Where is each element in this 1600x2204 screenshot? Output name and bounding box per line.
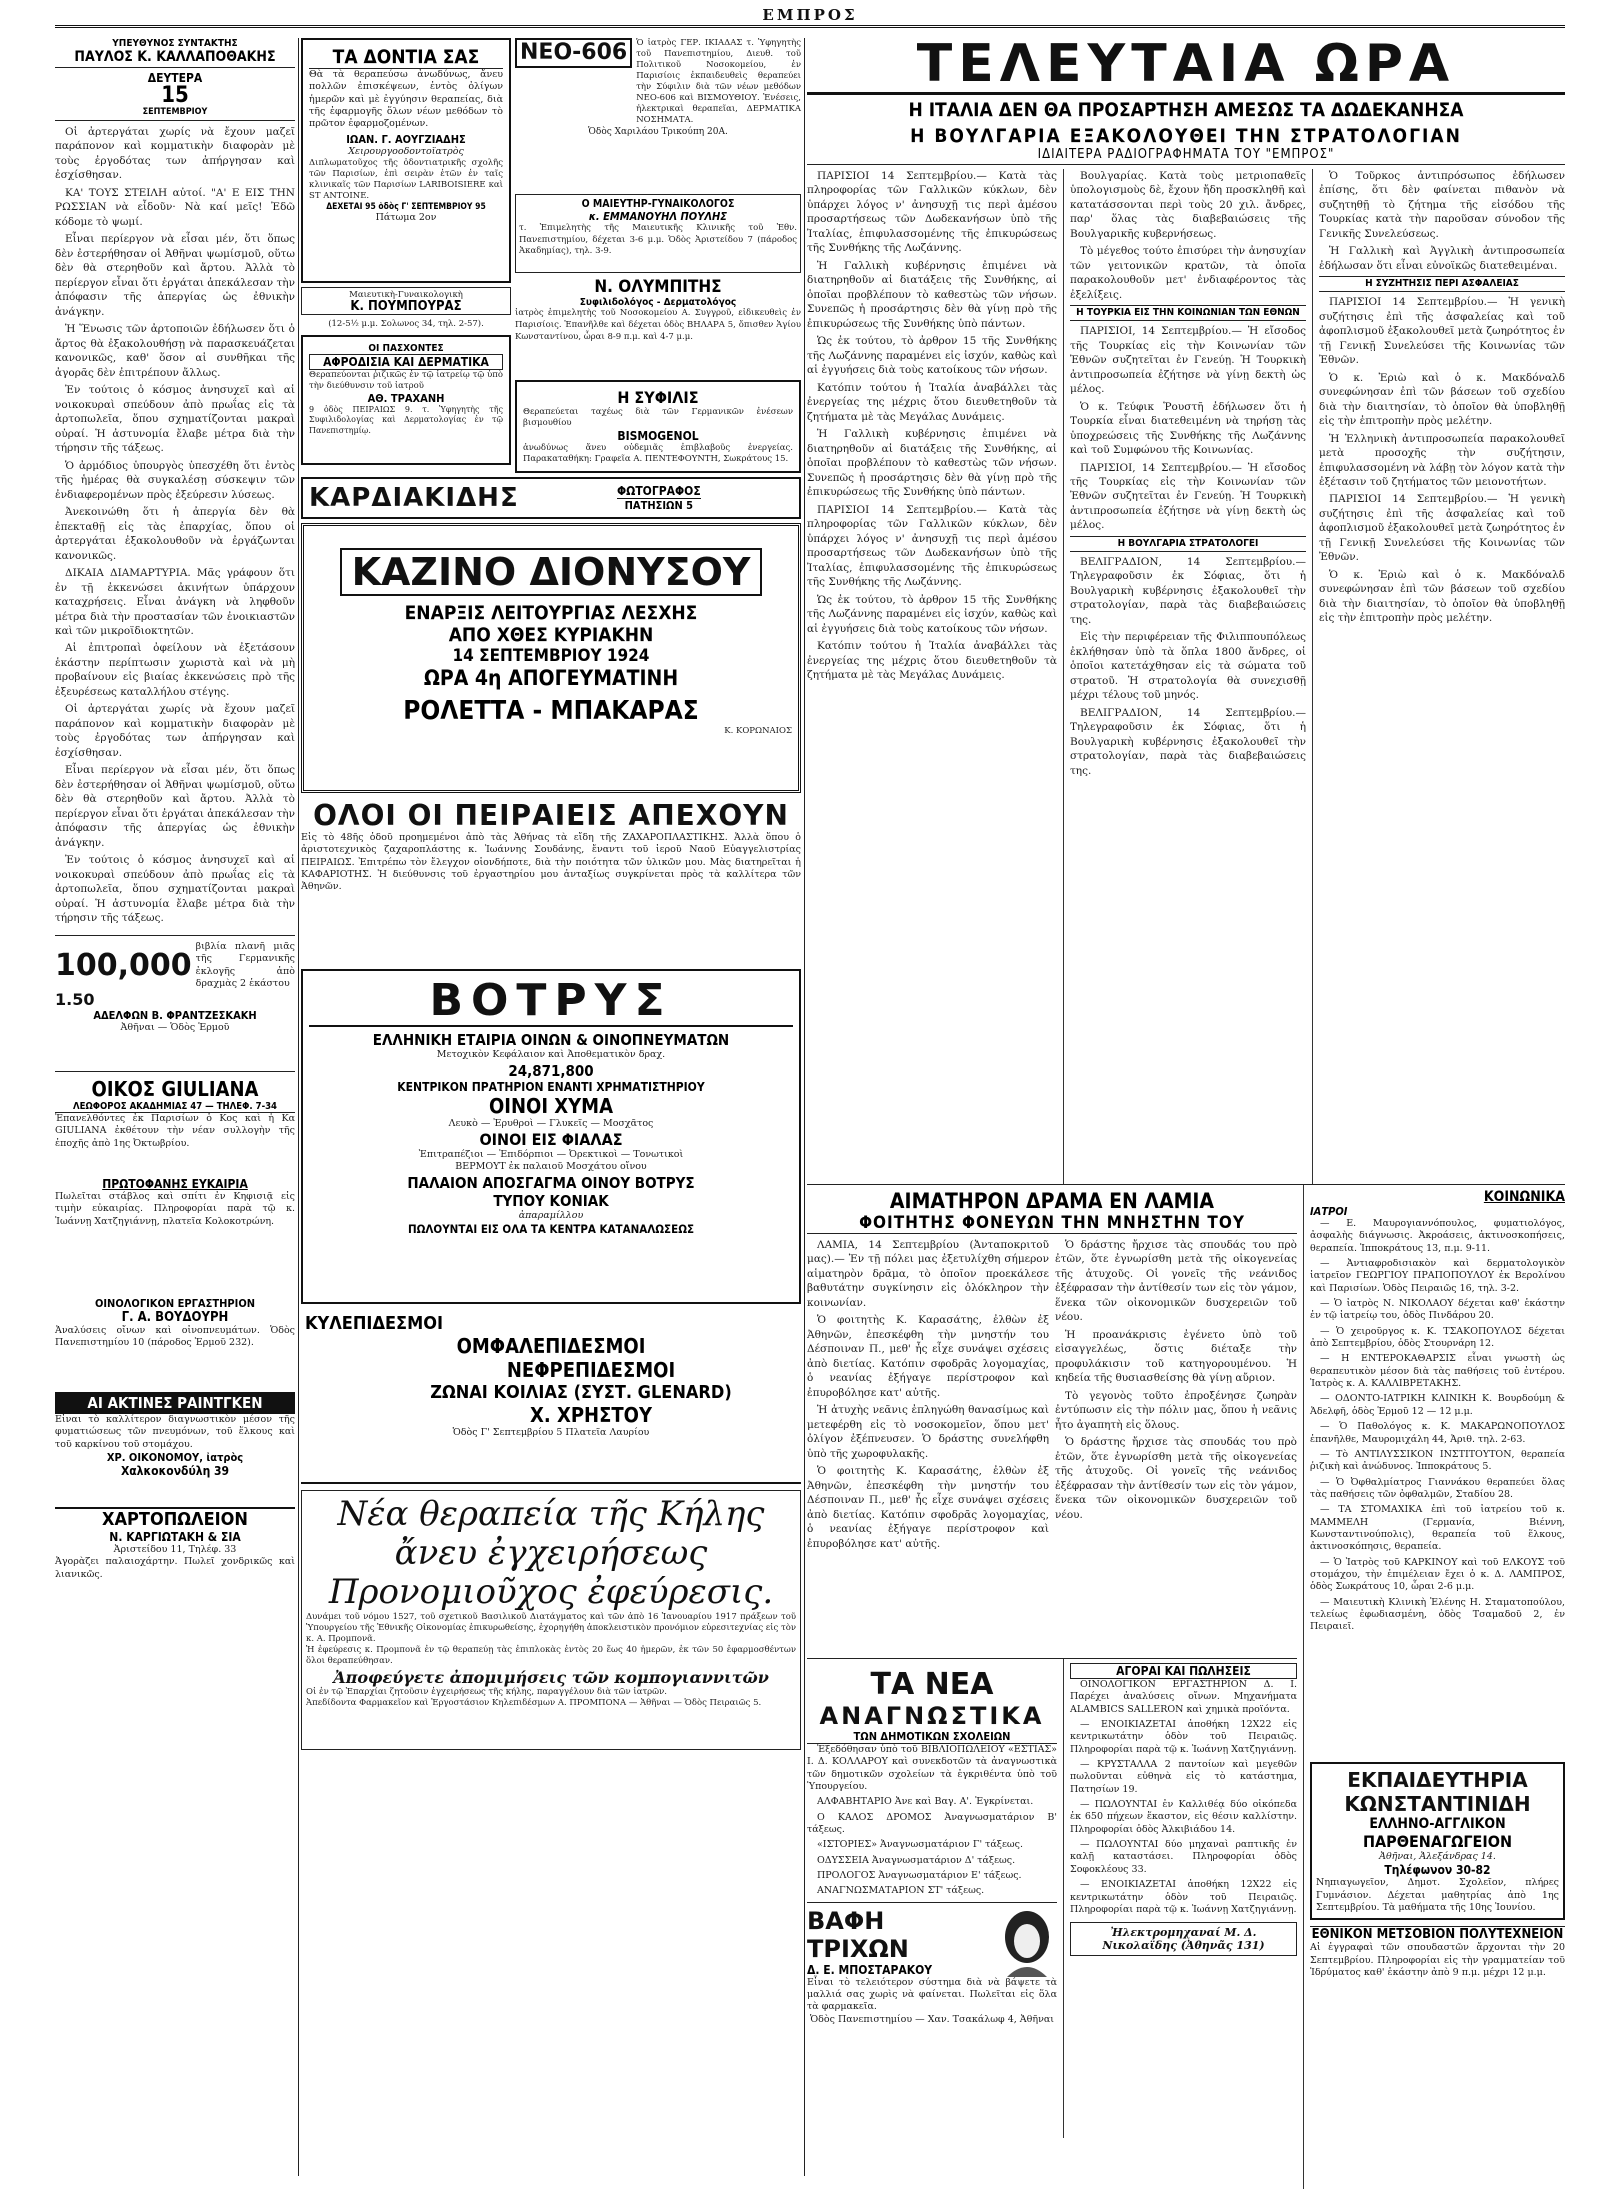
news-italy [807,169,1057,1184]
paragraph: Ὁ δράστης ἤρχισε τὰς σπουδάς του πρὸ ἐτῶν, ὅτε ἐγνωρίσθη μετὰ τῆς οἰκογενείας τῆς ἀτυχοῦς. Οἱ γονεῖς τῆς νεάνιδος ἐξέφρασαν τὴν ἀντίθεσίν των εἰς τὸν γάμον, ἕνεκα τῶν οἰκονομικῶν δυσχερειῶν τοῦ νέου. [1055,1239,1297,1324]
paragraph: ΔΙΚΑΙΑ ΔΙΑΜΑΡΤΥΡΙΑ. Μᾶς γράφουν ὅτι ἐν τῇ ἐκκενώσει ἀκινήτων ὑπάρχουν καταχρήσεις. Εἶναι ἀνάγκη νὰ ληφθοῦν μέτρα διὰ τὴν προστασίαν τῶν ἐνοικιαστῶν καὶ τῶν μικροϊδιοκτητῶν. [55,567,295,637]
paragraph: ΑΛΦΑΒΗΤΑΡΙΟ Ἀνε καὶ Βαγ. Α'. Ἐγκρίνεται. [817,1796,1034,1808]
hernia-line2: ἄνευ ἐγχειρήσεως [394,1533,708,1574]
paragraph: Ὁ ἀρμόδιος ὑπουργὸς ὑπεσχέθη ὅτι ἐντὸς τῆς ἡμέρας θὰ συγκαλέσῃ σύσκεψιν τῶν ἐνδιαφερομένων πρὸς ἐξεύρεσιν λύσεως. [55,459,295,501]
casino-line1: ΕΝΑΡΞΙΣ ΛΕΙΤΟΥΡΓΙΑΣ ΛΕΣΧΗΣ [404,602,698,624]
paragraph: Βουλγαρίας. Κατὰ τοὺς μετριοπαθεῖς ὑπολογισμοὺς δὲ, ἔχουν ἤδη προσκληθῆ καὶ κατατάσσονται περὶ τοὺς 20 χιλ. ἄνδρες, παρ' ὅλας τὰς διαβεβαιώσεις τῆς Βουλγαρικῆς κυβερνήσεως. [1070,170,1306,240]
column-middle [301,38,801,2176]
paragraph: Εἶναι περίεργον νὰ εἶσαι μέν, ὅτι ὅπως δὲν ἐστερήθησαν οἱ Ἀθῆναι ψωμίσμοῦ, οὕτω δὲν θὰ στερηθοῦν καὶ ἄρτου. Ἀλλὰ τὸ περίεργον εἶναι ὅτι ἐργάται ἀπεκάλεσαν τὴν ἀπόφασιν τῆς ἀπεργίας ὡς ἐθνικὴν ἀνάγκην. [55,764,295,849]
opportunity-text: Πωλεῖται στάβλος καὶ σπίτι ἐν Κηφισιᾷ εἰς τιμὴν εὐκαιρίας. Πληροφορίαι παρὰ τῷ κ. Ἰωάννῃ Χατζηγιάννῃ, πλατεῖα Κολοκοτρώνη. [55,1191,295,1227]
paragraph: Ἡ Γαλλικὴ κυβέρνησις ἐπιμένει νὰ διατηρηθοῦν αἱ διατάξεις τῆς Συνθήκης, αἱ ὁποῖαι προβλέπουν τὸ καθεστὼς τῶν νήσων. Συνεπῶς ἡ προσάρτησις δὲν θὰ γίνῃ πρὸ τῆς ἐπικυρώσεως τῆς Συνθήκης ὑπὸ πάντων. [807,428,1057,499]
paper-shop-address: Ἀριστείδου 11, Τηλέφ. 33 [113,1544,237,1555]
readers-subtitle: ΤΩΝ ΔΗΜΟΤΙΚΩΝ ΣΧΟΛΕΙΩΝ [807,1730,1057,1744]
giuliana-title: ΟΙΚΟΣ GIULIANA [91,1077,259,1101]
paragraph: — ΟΔΟΝΤΟ-ΙΑΤΡΙΚΗ ΚΛΙΝΙΚΗ Κ. Βουρδούμη & Ἀδελφῆ, ὁδὸς Ἑρμοῦ 12 — 12 μ.μ. [1310,1393,1565,1417]
ad-casino [301,523,801,793]
casino-signature: Κ. ΚΟΡΩΝΑΙΟΣ [724,726,792,736]
poumpouras-label: Μαιευτικὴ-Γυναικολογικὴ [349,290,463,300]
bottom-right [1310,1185,1565,2189]
obstetrician-text: τ. Ἐπιμελητὴς τῆς Μαιευτικῆς Κλινικῆς τοῦ Ἐθν. Πανεπιστημίου, δέχεται 3-6 μ.μ. Ὁδὸς Ἀριστείδου 7 (πάροδος Ἀκαδημίας), τηλ. 3-9. [519,222,797,257]
paragraph: Ὁ κ. Ἐριὼ καὶ ὁ κ. Μακδόναλδ συνεφώνησαν ἐπὶ τῶν βάσεων τοῦ σχεδίου διὰ τὴν διαιτησίαν, τὸ ὁποῖον θὰ ὑποβληθῇ εἰς τὴν ἐπιτροπὴν πρὸς μελέτην. [1319,568,1565,625]
paragraph: Ἀνεκοινώθη ὅτι ἡ ἀπεργία δὲν θὰ ἐπεκταθῇ εἰς τὰς ἐπαρχίας, ὅπου οἱ ἀρτεργάται ἐξακολουθοῦν νὰ ἐργάζωνται κανονικῶς. [55,506,295,562]
editor-name: ΠΑΥΛΟΣ Κ. ΚΑΛΛΑΠΟΘΑΚΗΣ [55,49,295,68]
syphilis-title: Η ΣΥΦΙΛΙΣ [617,387,699,407]
votrys-capital: Μετοχικὸν Κεφάλαιον καὶ Ἀποθεματικὸν δραχ. [436,1049,666,1061]
paragraph: Ἐν τούτοις ὁ κόσμος ἀνησυχεῖ καὶ αἱ νοικοκυραὶ σπεύδουν ἀπὸ πρωΐας εἰς τὰ ἀρτοπωλεῖα, ὅπου σχηματίζονται μακραὶ οὐραί. Ἡ ἀστυνομία ἔλαβε μέτρα διὰ τὴν τήρησιν τῆς τάξεως. [55,854,295,925]
ad-opportunity [55,1177,295,1297]
xray-doctor: ΧΡ. ΟΙΚΟΝΟΜΟΥ, ἰατρὸς [106,1451,244,1465]
paragraph: ΠΑΡΙΣΙΟΙ 14 Σεπτεμβρίου.— Ἡ γενικὴ συζήτησις ἐπὶ τῆς ἀσφαλείας καὶ τοῦ ἀφοπλισμοῦ ἐξακολουθεῖ μετὰ ζωηρότητος ἐν τῇ Γενικῇ Συνελεύσει τῆς Κοινωνίας τῶν Ἐθνῶν. [1319,296,1565,367]
section-title: ΤΕΛΕΥΤΑΙΑ ΩΡΑ [807,38,1565,95]
ad-wine-lab [55,1297,295,1392]
ad-readers [807,1659,1057,2138]
xray-text: Εἶναι τὸ καλλίτερον διαγνωστικὸν μέσον τῆς φυματιώσεως τῶν πνευμόνων, τοῦ ἕλκους καὶ τοῦ καρκίνου τοῦ στομάχου. [55,1414,295,1450]
paragraph: Οἱ ἀρτεργάται χωρίς νὰ ἔχουν μαζεῖ παράπονον καὶ κομματικὴν διαφορὰν μὲ τοὺς ἐργοδότας των ἀπήργησαν καὶ ἐσχίσθησαν. [55,703,295,759]
ad-belts [301,1309,801,1484]
hernia-text: Δυνάμει τοῦ νόμου 1527, τοῦ σχετικοῦ Βασιλικοῦ Διατάγματος καὶ τῶν ἀπὸ 16 Ἰανουαρίου 1917 πράξεων τοῦ Ὑπουργείου τῆς Ἐθνικῆς Οἰκονομίας ἐπικυρωθείσης, ἐχορηγήθη ἀποκλειστικὸν προνόμιον εὑρεσιτεχνίας εἰς τὸν κ. Α. Προμπονᾶ. [306,1612,796,1645]
paragraph: — Τὸ ΑΝΤΙΛΥΣΣΙΚΟΝ ΙΝΣΤΙΤΟΥΤΟΝ, θεραπεία ῥιζικὴ καὶ ἀνώδυνος. Ἰπποκράτους 5. [1310,1448,1565,1473]
poumpouras-address: (12-5½ μ.μ. Σολωνος 34, τηλ. 2-57). [328,319,484,329]
school-subtitle: ΕΛΛΗΝΟ-ΑΓΓΛΙΚΟΝ [1369,1816,1506,1832]
paper-shop-title: ΧΑΡΤΟΠΩΛΕΙΟΝ [102,1509,248,1530]
wine-lab-title: ΟΙΝΟΛΟΓΙΚΟΝ ΕΡΓΑΣΤΗΡΙΟΝ [94,1297,256,1310]
obstetrician-name: κ. ΕΜΜΑΝΟΥΗΛ ΠΟΥΛΗΣ [588,209,728,223]
venereal-address: 9 ὁδὸς ΠΕΙΡΑΙΩΣ 9. τ. Ὑφηγητὴς τῆς Συφιλιδολογίας καὶ Δερματολογίας ἐν τῷ Πανεπιστημίῳ. [309,404,503,435]
belts-address: Ὁδὸς Γ' Σεπτεμβρίου 5 Πλατεῖα Λαυρίου [452,1427,650,1438]
paragraph: Ὁ φοιτητὴς Κ. Καρασάτης, ἐλθὼν ἐξ Ἀθηνῶν, ἐπεσκέφθη τὴν μνηστήν του Δέσποιναν Π., μεθ' ἧς εἶχε συνάψει σχέσεις ἀπὸ διετίας. Κατόπιν σφοδρᾶς λογομαχίας, ὁ νεανίας ἐξήγαγε περίστροφον καὶ ἐπυροβόλησε κατ' αὐτῆς. [807,1314,1049,1399]
paragraph: — Ὁ Ὀφθαλμίατρος Γιαννάκου θεραπεύει ὅλας τὰς παθήσεις τῶν ὀφθαλμῶν, Σταδίου 28. [1310,1476,1565,1500]
headline-italy: Η ΙΤΑΛΙΑ ΔΕΝ ΘΑ ΠΡΟΣΑΡΤΗΣΗ ΑΜΕΣΩΣ ΤΑ ΔΩΔΕΚΑΝΗΣΑ [908,99,1464,121]
votrys-line4: ΟΙΝΟΙ ΕΙΣ ΦΙΑΛΑΣ [479,1130,623,1150]
paragraph: — ΠΩΛΟΥΝΤΑΙ δύο μηχαναὶ ραπτικῆς ἐν καλῇ καταστάσει. Πληροφορίαι ὁδὸς Σοφοκλέους 33. [1070,1839,1297,1875]
ad-giuliana [55,1077,295,1177]
teeth-cv: Διπλωματοῦχος τῆς ὀδοντιατρικῆς σχολῆς τῶν Παρισίων, ἐπὶ σειρὰν ἐτῶν ἐν ταῖς κλινικαῖς τῶν Παρισίων LARIBOISIERE καὶ ST ANTOINE. [309,158,503,202]
headline-bulgaria: Η ΒΟΥΛΓΑΡΙΑ ΕΞΑΚΟΛΟΥΘΕΙ ΤΗΝ ΣΤΡΑΤΟΛΟΓΙΑΝ [910,125,1462,147]
issue-day: ΔΕΥΤΕΡΑ [147,71,203,85]
paragraph: — Μαιευτικὴ Κλινικὴ Ἐλένης Η. Σταματοπούλου, τελείως ἐφωδιασμένη, ὁδὸς Τσαμαδοῦ 2, ἐν Πειραιεῖ. [1310,1596,1565,1633]
venereal-title2: ΑΦΡΟΔΙΣΙΑ ΚΑΙ ΔΕΡΜΑΤΙΚΑ [309,354,503,370]
paragraph: Ὡς ἐκ τούτου, τὸ ἀρθρον 15 τῆς Συνθήκης τῆς Λωζάννης παραμένει εἰς ἰσχύν, καθὼς καὶ αἱ ἐγγυήσεις διὰ τοὺς κατοίκους τῶν νήσων. [807,335,1057,377]
ad-neo606 [515,38,801,190]
xray-address: Χαλκοκονδύλη 39 [120,1464,230,1479]
ad-venereal [301,335,511,465]
votrys-amount: 24,871,800 [508,1061,594,1080]
paragraph: ΠΑΡΙΣΙΟΙ 14 Σεπτεμβρίου.— Κατὰ τὰς πληροφορίας τῶν Γαλλικῶν κύκλων, δὲν ὑπάρχει λόγος ν' ἀνησυχῇ τις περὶ ἀμέσου προσαρτήσεως τῶν Δωδεκανήσων ὑπὸ τῆς Ἰταλίας, ἐπιφυλασσομένης τῆς ἐπικυρώσεως τῆς Συνθήκης τῆς Λωζάννης. [807,170,1057,255]
column-rule [804,38,805,2176]
votrys-line3: Λευκὸ — Ἐρυθροὶ — Γλυκεῖς — Μοσχᾶτος [448,1117,654,1129]
paragraph: ΟΙΝΟΛΟΓΙΚΟΝ ΕΡΓΑΣΤΗΡΙΟΝ Δ. Ι. Παρέχει ἀναλύσεις οἴνων. Μηχανήματα ALAMBICS SALLERON καὶ χημικὰ προϊόντα. [1070,1679,1297,1715]
syphilis-text: Θεραπεύεται ταχέως διὰ τῶν Γερμανικῶν ἐνέσεων βισμουθίου [523,406,793,428]
woman-portrait-icon [997,1907,1057,1977]
paragraph: Ἡ Ἕνωσις τῶν ἀρτοποιῶν ἐδήλωσεν ὅτι ὁ ἄρτος θὰ ἐξακολουθήσῃ νὰ παρασκευάζεται κανονικῶς, καθ' ὅσον αἱ συνθῆκαι τῆς ἀγορᾶς δὲν ἐπιτρέπουν ἄλλως. [55,323,295,379]
issue-month: ΣΕΠΤΕΜΒΡΙΟΥ [55,107,295,121]
casino-line2: ΑΠΟ ΧΘΕΣ ΚΥΡΙΑΚΗΝ [448,624,654,646]
paragraph: Τὸ γεγονὸς τοῦτο ἐπροξένησε ζωηρὰν ἐντύπωσιν εἰς τὴν πόλιν μας, ὅπου ἡ νεᾶνις ἦτο ἀγαπητὴ εἰς ὅλους. [1055,1389,1297,1431]
votrys-line1: ΚΕΝΤΡΙΚΟΝ ΠΡΑΤΗΡΙΟΝ ΕΝΑΝΤΙ ΧΡΗΜΑΤΙΣΤΗΡΙΟΥ [397,1079,705,1094]
neo606-title: ΝΕΟ-606 [515,38,632,68]
opportunity-title: ΠΡΩΤΟΦΑΝΗΣ ΕΥΚΑΙΡΙΑ [102,1177,248,1191]
drama-text-left [807,1238,1049,1658]
issue-date-number: 15 [161,83,189,108]
paragraph: — ΚΡΥΣΤΑΛΛΑ 2 παντοίων καὶ μεγεθῶν πωλοῦνται εὐθηνὰ εἰς τὸ κατάστημα, Πατησίων 19. [1070,1759,1297,1795]
paragraph: Αἱ ἐπιτροπαὶ ὀφείλουν νὰ ἐξετάσουν ἑκάστην περίπτωσιν χωριστὰ καὶ νὰ μὴ προβαίνουν εἰς βιαίας ἐκκενώσεις πρὸ τῆς ἐξευρέσεως καταλλήλου στέγης. [55,642,295,698]
paragraph: ΟΔΥΣΣΕΙΑ Ἀναγνωσματάριον Δ' τάξεως. [817,1854,1016,1866]
teeth-floor: Πάτωμα 2ον [375,212,437,224]
belts-line1: ΚΥΛΕΠΙΔΕΣΜΟΙ [305,1313,444,1334]
paragraph: Ὁ Τοῦρκος ἀντιπρόσωπος ἐδήλωσεν ἐπίσης, ὅτι δὲν φαίνεται πιθανὸν νὰ συζητηθῇ τὸ ζήτημα τῆς εἰσόδου τῆς Τουρκίας κατὰ τὴν παροῦσαν σύνοδον τῆς Γενικῆς Συνελεύσεως. [1319,170,1565,240]
ad-books-text: βιβλία πλανῆ μιᾶς τῆς Γερμανικῆς ἐκλογῆς ἀπὸ δραχμὰς 2 ἑκάστου [195,941,295,990]
casino-line3: 14 ΣΕΠΤΕΜΒΡΙΟΥ 1924 [452,646,650,666]
ad-syphilis [515,380,801,473]
paragraph: Οἱ ἀρτεργάται χωρίς νὰ ἔχουν μαζεῖ παράπονον καὶ κομματικὴν διαφορὰν μὲ τοὺς ἐργοδότας των ἀπήργησαν καὶ ἐσχίσθησαν. [55,126,295,182]
paper-shop-name: Ν. ΚΑΡΓΙΩΤΑΚΗ & ΣΙΑ [109,1530,241,1544]
ad-books [55,941,295,1066]
paragraph: Ἡ ἀτυχὴς νεᾶνις ἐπληγώθη θανασίμως καὶ μετεφέρθη εἰς τὸ νοσοκομεῖον, ὅπου μετ' ὀλίγον ἐξέπνευσεν. Ὁ δράστης συνελήφθη ὑπὸ τῆς χωροφυλακῆς. [807,1404,1049,1460]
giuliana-address: ΛΕΩΦΟΡΟΣ ΑΚΑΔΗΜΙΑΣ 47 — ΤΗΛΕΦ. 7-34 [55,1101,295,1113]
votrys-title: ΒΟΤΡΥΣ [309,977,793,1027]
ad-votrys [301,969,801,1304]
school-name: ΚΩΝΣΤΑΝΤΙΝΙΔΗ [1344,1792,1531,1816]
olympitis-text: ἰατρὸς ἐπιμελητὴς τοῦ Νοσοκομείου Α. Συγγροῦ, εἰδικευθεὶς ἐν Παρισίοις. Ἐπανῆλθε καὶ δέχεται ὁδὸς ΒΗΛΑΡΑ 5, ὄπισθεν Ἁγίου Κωνσταντίνου, ὧραι 8-9 π.μ. καὶ 4-7 μ.μ. [515,308,801,342]
votrys-line5: Ἐπιτραπέζιοι — Ἐπιδόρπιοι — Ὀρεκτικοὶ — Τονωτικοὶ [418,1149,684,1161]
hernia-text2: Ἡ ἐφεύρεσις κ. Προμπονᾶ ἐν τῷ θεραπεύῃ τὰς ἐπιπλοκὰς ἐντὸς 20 ἕως 40 ἡμερῶν, ἐκ τῶν 50 ἐφαρμοσθέντων ὅλοι θεραπεύθησαν. [306,1645,796,1667]
paragraph: — Ὁ χειροῦργος κ. Κ. ΤΣΑΚΟΠΟΥΛΟΣ δέχεται ἀπὸ Σεπτεμβρίου, ὁδὸς Στουρνάρη 12. [1310,1325,1565,1350]
ad-poumpouras [301,287,511,315]
photographer-name: ΚΑΡΔΙΑΚΙΔΗΣ [309,483,519,513]
school-subtitle2: ΠΑΡΘΕΝΑΓΩΓΕΙΟΝ [1362,1832,1513,1851]
ad-teeth [301,38,511,283]
patisserie-text: Εἰς τὸ 48ῆς ὁδοῦ προημεμένοι ἀπὸ τὰς Ἀθήνας τὰ εἴδη τῆς ΖΑΧΑΡΟΠΛΑΣΤΙΚΗΣ. Ἀλλὰ ὅπου ὁ ἀριστοτεχνικὸς ζαχαροπλάστης κ. Ἰωάννης Σουδάνης, ἔναντι τοῦ ἱεροῦ Ναοῦ Εὐαγγελιστρίας ΠΕΙΡΑΙΩΣ. Ἐπιτρέπω τὸν ἔλεγχον οἱονδήποτε, διὰ τὴν ποιότητα τῶν ὑλικῶν μου. Μὰς διατηρεῖται ἡ ΚΑΦΑΡΙΟΤΗΣ. Ἡ διεύθυνσις τοῦ ἐργαστηρίου μου ἀνταξίως συγκρίνεται πρὸς τὰ καλλίτερα τῶν Ἀθηνῶν. [301,832,801,893]
paragraph: ΒΕΛΙΓΡΑΔΙΟΝ, 14 Σεπτεμβρίου.— Τηλεγραφοῦσιν ἐκ Σόφιας, ὅτι ἡ Βουλγαρικὴ κυβέρνησις ἐξακολουθεῖ τὴν στρατολογίαν, παρὰ τὰς διαβεβαιώσεις της. [1070,706,1306,777]
news-bottom [807,1184,1565,2189]
school-title: ΕΚΠΑΙΔΕΥΤΗΡΙΑ [1347,1768,1528,1792]
readers-list [807,1744,1057,1898]
ad-olympitis [515,277,801,376]
paragraph: Ἡ Ἑλληνικὴ ἀντιπροσωπεία παρακολουθεῖ μετὰ προσοχῆς τὴν συζήτησιν, ἐπιφυλασσομένη νὰ λάβῃ τὸν λόγον κατὰ τὴν ἐξέτασιν τοῦ ζητήματος τῶν μειονοτήτων. [1319,432,1565,488]
ad-school [1310,1762,1565,1920]
paragraph: — ΠΩΛΟΥΝΤΑΙ ἐν Καλλιθέᾳ δύο οἰκόπεδα ἐκ 650 πήχεων ἕκαστον, εἰς θέσιν καλλίστην. Πληροφορίαι ὁδὸς Ἀλκιβιάδου 14. [1070,1799,1297,1835]
olympitis-specialty: Συφιλιδολόγος - Δερματολόγος [579,297,737,309]
news-top [807,169,1565,1184]
paragraph: Ἡ Γαλλικὴ καὶ Ἀγγλικὴ ἀντιπροσωπεία ἐδήλωσαν ὅτι εἶναι εὐνοϊκῶς διατεθειμέναι. [1319,245,1565,272]
bottom-left [807,1185,1297,2189]
venereal-title1: ΟΙ ΠΑΣΧΟΝΤΕΣ [368,342,444,354]
social-heading: ΚΟΙΝΩΝΙΚΑ [1483,1189,1565,1205]
paragraph: «ΙΣΤΟΡΙΕΣ» Ἀναγνωσματάριον Γ' τάξεως. [817,1839,1023,1851]
column-right [807,34,1565,2176]
hernia-text3: Οἱ ἐν τῷ Ἐπαρχίαι ζητοῦσιν ἐγχειρήσεως τῆς κήλης, παραγγέλουν διὰ τῶν ἰατρῶν. [306,1686,667,1697]
paragraph: — ΕΝΟΙΚΙΑΖΕΤΑΙ ἀποθήκη 12Χ22 εἰς κεντρικωτάτην ὁδὸν τοῦ Πειραιῶς. Πληροφορίαι παρὰ τῷ κ. Ἰωάννῃ Χατζηγιάννῃ. [1070,1719,1297,1755]
venereal-doctor: ΑΘ. ΤΡΑΧΑΝΗ [367,391,445,405]
poumpouras-name: Κ. ΠΟΥΜΠΟΥΡΑΣ [350,298,462,314]
ad-xray [55,1392,295,1507]
electromechanics-box: Ἠλεκτρομηχαναί Μ. Δ. Νικολαΐδης (Ἀθηνᾶς 131) [1070,1922,1297,1956]
doctors-list [1310,1218,1565,1758]
paragraph: Εἰς τὴν περιφέρειαν τῆς Φιλιππουπόλεως ἐκλήθησαν ὑπὸ τὰ ὅπλα 1800 ἄνδρες, οἱ ὁποῖοι κατετάχθησαν εἰς τὰ σώματα τοῦ στρατοῦ. Ἡ στρατολογία θὰ συνεχισθῇ μέχρι τέλους τοῦ μηνός. [1070,631,1306,702]
paragraph: ΠΑΡΙΣΙΟΙ, 14 Σεπτεμβρίου.— Ἡ εἴσοδος τῆς Τουρκίας εἰς τὴν Κοινωνίαν τῶν Ἐθνῶν συζητεῖται ἐν Γενεύῃ. Ἡ Τουρκικὴ ἀντιπροσωπεία ἐζήτησε νὰ γίνῃ δεκτὴ ὡς μέλος. [1070,325,1306,396]
paragraph: — Ὁ ἰατρὸς Ν. ΝΙΚΟΛΑΟΥ δέχεται καθ' ἑκάστην ἐν τῷ ἰατρείῳ του, ὁδὸς Πινδάρου 20. [1310,1298,1565,1322]
ad-books-price: 1.50 [55,990,95,1010]
belts-line4: ΖΩΝΑΙ ΚΟΙΛΙΑΣ (ΣΥΣΤ. GLENARD) [430,1382,732,1403]
votrys-subtitle: ΕΛΛΗΝΙΚΗ ΕΤΑΙΡΙΑ ΟΙΝΩΝ & ΟΙΝΟΠΝΕΥΜΑΤΩΝ [372,1031,730,1050]
paragraph: ΠΑΡΙΣΙΟΙ, 14 Σεπτεμβρίου.— Ἡ εἴσοδος τῆς Τουρκίας εἰς τὴν Κοινωνίαν τῶν Ἐθνῶν συζητεῖται ἐν Γενεύῃ. Ἡ Τουρκικὴ ἀντιπροσωπεία ἐζήτησε νὰ γίνῃ δεκτὴ ὡς μέλος. [1070,461,1306,532]
teeth-address: ΔΕΧΕΤΑΙ 95 ὁδὸς Γ' ΣΕΠΤΕΜΒΡΙΟΥ 95 [326,202,486,213]
polytechnic-text: Αἱ ἐγγραφαὶ τῶν σπουδαστῶν ἄρχονται τὴν 20 Σεπτεμβρίου. Πληροφορίαι εἰς τὴν γραμματείαν τοῦ Ἱδρύματος καθ' ἑκάστην ἀπὸ 9 π.μ. μέχρι 12 μ.μ. [1310,1942,1565,1979]
newspaper-page [55,6,1565,2176]
paragraph: ΠΑΡΙΣΙΟΙ 14 Σεπτεμβρίου.— Κατὰ τὰς πληροφορίας τῶν Γαλλικῶν κύκλων, δὲν ὑπάρχει λόγος ν' ἀνησυχῇ τις περὶ ἀμέσου προσαρτήσεως τῶν Δωδεκανήσων ὑπὸ τῆς Ἰταλίας, ἐπιφυλασσομένης τῆς ἐπικυρώσεως τῆς Συνθήκης τῆς Λωζάννης. [807,503,1057,589]
ad-obstetrician [515,194,801,273]
article-bread-strike [55,125,295,930]
paragraph: Κατόπιν τούτου ἡ Ἰταλία ἀναβάλλει τὰς ἐνεργείας της μέχρις ὅτου διευθετηθοῦν τὰ ζητήματα μὲ τὰς Μεγάλας Δυνάμεις. [807,640,1057,681]
ad-paper-shop [55,1507,295,1581]
turkey-heading: Η ΤΟΥΡΚΙΑ ΕΙΣ ΤΗΝ ΚΟΙΝΩΝΙΑΝ ΤΩΝ ΕΘΝΩΝ [1070,305,1306,321]
casino-title: ΚΑΖΙΝΟ ΔΙΟΝΥΣΟΥ [340,548,763,596]
readers-title: ΤΑ ΝΕΑ [870,1667,994,1702]
drama-text-right [1055,1238,1297,1658]
paragraph: Ὁ δράστης ἤρχισε τὰς σπουδάς του πρὸ ἐτῶν, ὅτε ἐγνωρίσθη μετὰ τῆς οἰκογενείας τῆς ἀτυχοῦς. Οἱ γονεῖς τῆς νεάνιδος ἐξέφρασαν τὴν ἀντίθεσίν των εἰς τὸν γάμον, ἕνεκα τῶν οἰκονομικῶν δυσχερειῶν τοῦ νέου. [1055,1436,1297,1521]
hair-dye-title: ΒΑΦΗ ΤΡΙΧΩΝ [807,1906,909,1963]
ad-photographer [301,477,801,519]
news-security [1319,169,1565,1184]
sales-heading: ΑΓΟΡΑΙ ΚΑΙ ΠΩΛΗΣΕΙΣ [1070,1663,1297,1679]
ad-books-address: Ἀθῆναι — Ὁδὸς Ἑρμοῦ [120,1022,230,1034]
headline-radiograms: ΙΔΙΑΙΤΕΡΑ ΡΑΔΙΟΓΡΑΦΗΜΑΤΑ ΤΟΥ "ΕΜΠΡΟΣ" [807,147,1565,165]
hair-dye-address: Ὁδὸς Πανεπιστημίου — Χαν. Τσακάλωφ 4, Ἀθῆναι [810,2013,1054,2025]
teeth-doctor: ΙΩΑΝ. Γ. ΑΟΥΓΖΙΑΔΗΣ [346,132,466,146]
hair-dye-text: Εἶναι τὸ τελειότερον σύστημα διὰ νὰ βάψετε τὰ μαλλιά σας χωρὶς νὰ φαίνεται. Πωλεῖται εἰς ὅλα τὰ φαρμακεῖα. [807,1976,1057,2013]
paragraph: ΛΑΜΙΑ, 14 Σεπτεμβρίου (Ἀνταποκριτοῦ μας).— Ἐν τῇ πόλει μας ἐξετυλίχθη σήμερον αἱματηρὸν δρᾶμα, τὸ ὁποῖον προεκάλεσε βαθυτάτην συγκίνησιν εἰς ὁλόκληρον τὴν κοινωνίαν. [807,1239,1049,1309]
paragraph: Κατόπιν τούτου ἡ Ἰταλία ἀναβάλλει τὰς ἐνεργείας της μέχρις ὅτου διευθετηθοῦν τὰ ζητήματα μὲ τὰς Μεγάλας Δυνάμεις. [807,381,1057,423]
paper-shop-text: Ἀγορὰζει παλαιοχάρτην. Πωλεῖ χονδρικῶς καὶ λιανικῶς. [55,1556,295,1580]
editor-label: ΥΠΕΥΘΥΝΟΣ ΣΥΝΤΑΚΤΗΣ [112,38,238,49]
giuliana-text: Ἐπανελθόντες ἐκ Παρισίων ὁ Κος καὶ ἡ Κα GIULIANA ἐκθέτουν τὴν νέαν συλλογὴν τῆς ἐποχῆς ἀπὸ 1ης Ὀκτωβρίου. [55,1113,295,1149]
hernia-line3: Προνομιοῦχος ἐφεύρεσις. [328,1572,774,1613]
column-rule [298,38,299,2176]
paragraph: ΒΕΛΙΓΡΑΔΙΟΝ, 14 Σεπτεμβρίου.— Τηλεγραφοῦσιν ἐκ Σόφιας, ὅτι ἡ Βουλγαρικὴ κυβέρνησις ἐξακολουθεῖ τὴν στρατολογίαν, παρὰ τὰς διαβεβαιώσεις της. [1070,555,1306,626]
sales-list [1070,1679,1297,1916]
votrys-line9: ἀπαραμίλλου [518,1209,584,1221]
bulgaria-heading: Η ΒΟΥΛΓΑΡΙΑ ΣΤΡΑΤΟΛΟΓΕΙ [1070,536,1306,552]
xray-title: ΑΙ ΑΚΤΙΝΕΣ ΡΑΙΝΤΓΚΕΝ [55,1392,295,1414]
doctors-heading: ΙΑΤΡΟΙ [1310,1205,1348,1218]
ad-piraeus-patisserie [301,799,801,964]
venereal-text: Θεραπεύονται ῥιζικῶς ἐν τῷ ἰατρείῳ τῷ ὑπὸ τὴν διεύθυνσιν τοῦ ἰατροῦ [309,369,503,391]
drama-heading: ΑΙΜΑΤΗΡΟΝ ΔΡΑΜΑ ΕΝ ΛΑΜΙΑ [889,1189,1215,1213]
paragraph: Ὁ φοιτητὴς Κ. Καρασάτης, ἐλθὼν ἐξ Ἀθηνῶν, ἐπεσκέφθη τὴν μνηστήν του Δέσποιναν Π., μεθ' ἧς εἶχε συνάψει σχέσεις ἀπὸ διετίας. Κατόπιν σφοδρᾶς λογομαχίας, ὁ νεανίας ἐξήγαγε περίστροφον καὶ ἐπυροβόλησε κατ' αὐτῆς. [807,1465,1049,1550]
paragraph: Ὁ κ. Τεύφικ Ῥουστῆ ἐδήλωσεν ὅτι ἡ Τουρκία εἶναι διατεθειμένη νὰ τηρήσῃ τὰς ὑποχρεώσεις τῆς Συνθήκης τῆς Λωζάννης καὶ τοῦ Συμφώνου τῆς Κοινωνίας. [1070,400,1306,457]
belts-line3: ΝΕΦΡΕΠΙΔΕΣΜΟΙ [506,1358,676,1382]
casino-line5: ΡΟΛΕΤΤΑ - ΜΠΑΚΑΡΑΣ [403,696,699,726]
photographer-address: ΠΑΤΗΣΙΩΝ 5 [624,499,694,512]
paragraph: Ἡ προανάκρισις ἐγένετο ὑπὸ τοῦ εἰσαγγελέως, ὅστις διέταξε τὴν προφυλάκισιν τοῦ κατηγορουμένου. Ἡ κηδεία τῆς θυσιασθείσης θὰ γίνῃ αὔριον. [1055,1328,1297,1385]
votrys-line7: ΠΑΛΑΙΟΝ ΑΠΟΣΓΑΓΜΑ ΟΙΝΟΥ ΒΟΤΡΥΣ [407,1173,695,1192]
sales-section [1070,1659,1297,2138]
paragraph: Ο ΚΑΛΟΣ ΔΡΟΜΟΣ Ἀναγνωσματάριον Β' τάξεως. [807,1811,1057,1836]
teeth-title: ΤΑ ΔΟΝΤΙΑ ΣΑΣ [309,46,503,69]
paragraph: — ΤΑ ΣΤΟΜΑΧΙΚΑ ἐπὶ τοῦ ἰατρείου τοῦ κ. ΜΑΜΜΕΛΗ (Γερμανία, Βιέννη, Κωνσταντινούπολις), θεραπεία τοῦ ἕλκους, ἀκτινοσκόπησις, θεραπεία. [1310,1504,1565,1553]
paragraph: Τὸ μέγεθος τούτο ἐπισύρει τὴν ἀνησυχίαν τῶν γειτονικῶν κρατῶν, τὰ ὁποῖα παρακολουθοῦν μετ' ἐνδιαφέροντος τὰς ἐξελίξεις. [1070,245,1306,301]
patisserie-title: ΟΛΟΙ ΟΙ ΠΕΙΡΑΙΕΙΣ ΑΠΕΧΟΥΝ [313,799,789,832]
hernia-warning: Ἀποφεύγετε ἀπομιμήσεις τῶν κομπογιαννιτῶν [333,1667,769,1687]
belts-line2: ΟΜΦΑΛΕΠΙΔΕΣΜΟΙ [456,1334,646,1358]
paragraph: — Ὁ Παθολόγος κ. Κ. ΜΑΚΑΡΩΝΟΠΟΥΛΟΣ ἐπανῆλθε, Μαυρομιχάλη 44, Ἀριθ. τηλ. 2-63. [1310,1421,1565,1445]
school-text: Νηπιαγωγεῖον, Δημοτ. Σχολεῖον, πλήρες Γυμνάσιον. Δέχεται μαθητρίας ἀπὸ 1ης Σεπτεμβρίου. Τὰ μαθήματα τῆς 10ης Ἰουνίου. [1316,1877,1559,1914]
paragraph: — Ἀντιαφροδισιακὸν καὶ δερματολογικὸν ἰατρεῖον ΓΕΩΡΓΙΟΥ ΠΡΑΠΟΠΟΥΛΟΥ ἐκ Βερολίνου καὶ Παρισίων. Ὁδὸς Πειραιῶς 16, τηλ. 3-2. [1310,1258,1565,1294]
wine-lab-text: Ἀναλύσεις οἴνων καὶ οἰνοπνευμάτων. Ὁδὸς Πανεπιστημίου 10 (πάροδος Ἑρμοῦ 232). [55,1325,295,1349]
school-phone: Τηλέφωνον 30-82 [1384,1863,1491,1878]
school-address: Ἀθῆναι, Ἀλεξάνδρας 14. [1379,1851,1496,1862]
paragraph: Ἐξεδόθησαν ὑπὸ τοῦ ΒΙΒΛΙΟΠΩΛΕΙΟΥ «ΕΣΤΙΑΣ» Ι. Δ. ΚΟΛΛΑΡΟΥ καὶ συνεκδοτῶν τὰ ἀναγνωστικὰ τῶν δημοτικῶν σχολείων τὰ ἐγκριθέντα ὑπὸ τοῦ Ὑπουργείου. [807,1744,1057,1793]
hair-dye-name: Δ. Ε. ΜΠΟΣΤΑΡΑΚΟΥ [807,1962,933,1977]
polytechnic-heading: ΕΘΝΙΚΟΝ ΜΕΤΣΟΒΙΟΝ ΠΟΛΥΤΕΧΝΕΙΟΝ [1311,1927,1564,1943]
teeth-specialty: Χειρουργοοδοντοϊατρὸς [348,145,464,157]
syphilis-text2: ἀνωδύνως ἄνευ οὐδεμιᾶς ἐπιβλαβοῦς ἐνεργείας. Παρακαταθήκη: Γραφεῖα Α. ΠΕΝΤΕΦΟΥΝΤΗ, Σωκράτους 15. [523,442,793,464]
paragraph: Ἐν τούτοις ὁ κόσμος ἀνησυχεῖ καὶ αἱ νοικοκυραὶ σπεύδουν ἀπὸ πρωΐας εἰς τὰ ἀρτοπωλεῖα, ὅπου σχηματίζονται μακραὶ οὐραί. Ἡ ἀστυνομία ἔλαβε μέτρα διὰ τὴν τήρησιν τῆς τάξεως. [55,384,295,455]
ad-books-seller: ΑΔΕΛΦΩΝ Β. ΦΡΑΝΤΖΕΣΚΑΚΗ [93,1009,257,1023]
votrys-line6: ΒΕΡΜΟΥΤ ἐκ παλαιοῦ Μοσχάτου οἴνου [455,1161,647,1173]
wine-lab-name: Γ. Α. ΒΟΥΔΟΥΡΗ [121,1310,229,1325]
paragraph: Εἶναι περίεργον νὰ εἶσαι μέν, ὅτι ὅπως δὲν ἐστερήθησαν οἱ Ἀθῆναι ψωμίσμοῦ, οὕτω δὲν θὰ στερηθοῦν καὶ ἄρτου. Ἀλλὰ τὸ περίεργον εἶναι ὅτι ἐργάται ἀπεκάλεσαν τὴν ἀπόφασιν τῆς ἀπεργίας ὡς ἐθνικὴν ἀνάγκην. [55,233,295,318]
votrys-line10: ΠΩΛΟΥΝΤΑΙ ΕΙΣ ΟΛΑ ΤΑ ΚΕΝΤΡΑ ΚΑΤΑΝΑΛΩΣΕΩΣ [407,1222,695,1237]
hernia-address: Ἀπεδίδοντα Φαρμακεῖον καὶ Ἐργοστάσιον Κηλεπιδέσμων Α. ΠΡΟΜΠΟΝΑ — Ἀθῆναι — Ὁδὸς Πειραιῶς 5. [306,1697,762,1708]
news-bulgaria-turkey [1070,169,1306,1184]
paragraph: — Η ΕΝΤΕΡΟΚΑΘΑΡΣΙΣ εἶναι γνωστὴ ὡς θεραπευτικὸν μέσον διὰ τὰς παθήσεις τοῦ ἐντέρου. Ἰατρὸς κ. Α. ΚΑΛΛΙΒΡΕΤΑΚΗΣ. [1310,1353,1565,1390]
obstetrician-title: Ο ΜΑΙΕΥΤΗΡ-ΓΥΝΑΙΚΟΛΟΓΟΣ [581,197,735,210]
paragraph: ΠΡΟΛΟΓΟΣ Ἀναγνωσματάριον Ε' τάξεως. [817,1870,1022,1882]
paragraph: Ὡς ἐκ τούτου, τὸ ἀρθρον 15 τῆς Συνθήκης τῆς Λωζάννης παραμένει εἰς ἰσχύν, καθὼς καὶ αἱ ἐγγυήσεις διὰ τοὺς κατοίκους τῶν νήσων. [807,593,1057,635]
photographer-label: ΦΩΤΟΓΡΑΦΟΣ [616,484,701,498]
drama-subheading: ΦΟΙΤΗΤΗΣ ΦΟΝΕΥΩΝ ΤΗΝ ΜΝΗΣΤΗΝ ΤΟΥ [807,1213,1297,1234]
readers-title2: ΑΝΑΓΝΩΣΤΙΚΑ [819,1702,1045,1730]
votrys-line2: ΟΙΝΟΙ ΧΥΜΑ [488,1093,614,1118]
ad-hernia [301,1490,801,1750]
syphilis-brand: BISMOGENOL [617,428,699,443]
paragraph: ΑΝΑΓΝΩΣΜΑΤΑΡΙΟΝ ΣΤ' τάξεως. [817,1885,985,1897]
paragraph: — ΕΝΟΙΚΙΑΖΕΤΑΙ ἀποθήκη 12Χ22 εἰς κεντρικωτάτην ὁδὸν τοῦ Πειραιῶς. Πληροφορίαι παρὰ τῷ κ. Ἰωάννῃ Χατζηγιάννῃ. [1070,1879,1297,1915]
paragraph: ΚΑ' ΤΟΥΣ ΣΤΕΙΛΗ αὐτοί. "Α' Ε ΕΙΣ ΤΗΝ ΡΩΣΣΙΑΝ νὰ εἶδοῦν· Νὰ καί μεῖς! Ἐδῶ κόδομε τὸ ψωμί. [55,186,295,228]
neo606-address: Ὁδὸς Χαριλάου Τρικούπη 20Α. [588,127,728,138]
olympitis-name: Ν. ΟΛΥΜΠΙΤΗΣ [594,277,722,298]
paragraph: ΠΑΡΙΣΙΟΙ 14 Σεπτεμβρίου.— Ἡ γενικὴ συζήτησις ἐπὶ τῆς ἀσφαλείας καὶ τοῦ ἀφοπλισμοῦ ἐξακολουθεῖ μετὰ ζωηρότητος ἐν τῇ Γενικῇ Συνελεύσει τῆς Κοινωνίας τῶν Ἐθνῶν. [1319,493,1565,564]
teeth-text: Θὰ τὰ θεραπεύσω ἀνωδύνως, ἄνευ πολλῶν ἐπισκέψεων, ἐντὸς ὀλίγων ἡμερῶν καὶ μὲ ἐγγύησιν θεραπείας, διὰ τῆς ἐφαρμογῆς ὅλων νέων μεθόδων τὸ πρῶτον ἐφαρμοζομένων. [309,69,503,130]
hernia-line1: Νέα θεραπεία τῆς Κήλης [337,1494,765,1534]
security-heading: Η ΣΥΖΗΤΗΣΙΣ ΠΕΡΙ ΑΣΦΑΛΕΙΑΣ [1319,276,1565,292]
neo606-text: Ὁ ἰατρὸς ΓΕΡ. ΙΚΙΑΔΑΣ τ. Ὑφηγητὴς τοῦ Πανεπιστημίου, Διευθ. τοῦ Πολιτικοῦ Νοσοκομείου, ἐν Παρισίοις ἐκπαιδευθεὶς θεραπεύει τὴν Σύφιλιν διὰ τῶν νέων μεθόδων ΝΕΟ-606 καὶ ΒΙΣΜΟΥΘΙΟΥ. Ἐνέσεις, ἠλεκτρικαὶ θεραπεῖαι, ΔΕΡΜΑΤΙΚΑ ΝΟΣΗΜΑΤΑ. [636,38,801,126]
column-left [55,38,295,2176]
paragraph: Ὁ κ. Ἐριὼ καὶ ὁ κ. Μακδόναλδ συνεφώνησαν ἐπὶ τῶν βάσεων τοῦ σχεδίου διὰ τὴν διαιτησίαν, τὸ ὁποῖον θὰ ὑποβληθῇ εἰς τὴν ἐπιτροπὴν πρὸς μελέτην. [1319,371,1565,428]
votrys-line8: ΤΥΠΟΥ ΚΟΝΙΑΚ [493,1191,609,1210]
paragraph: — Ε. Μαυρογιαννόπουλος, φυματιολόγος, ἀσφαλὴς διάγνωσις. Ἀκροάσεις, ἀκτινοσκοπήσεις, θεραπεία. Ἱπποκράτους 13, π.μ. 9-11. [1310,1218,1565,1254]
masthead: ΕΜΠΡΟΣ [55,6,1565,28]
paragraph: Ἡ Γαλλικὴ κυβέρνησις ἐπιμένει νὰ διατηρηθοῦν αἱ διατάξεις τῆς Συνθήκης, αἱ ὁποῖαι προβλέπουν τὸ καθεστὼς τῶν νήσων. Συνεπῶς ἡ προσάρτησις δὲν θὰ γίνῃ πρὸ τῆς ἐπικυρώσεως τῆς Συνθήκης ὑπὸ πάντων. [807,259,1057,330]
belts-name: Χ. ΧΡΗΣΤΟΥ [530,1403,652,1427]
paragraph: — Ὁ Ἰατρὸς τοῦ ΚΑΡΚΙΝΟΥ καὶ τοῦ ΕΛΚΟΥΣ τοῦ στομάχου, τὴν ἐπιμέλειαν ἔχει ὁ κ. Δ. ΛΑΜΠΡΟΣ, ὁδὸς Σωκράτους 10, ὧραι 2-6 μ.μ. [1310,1556,1565,1593]
casino-line4: ΩΡΑ 4η ΑΠΟΓΕΥΜΑΤΙΝΗ [423,666,679,690]
ad-books-number: 100,000 [55,948,192,984]
